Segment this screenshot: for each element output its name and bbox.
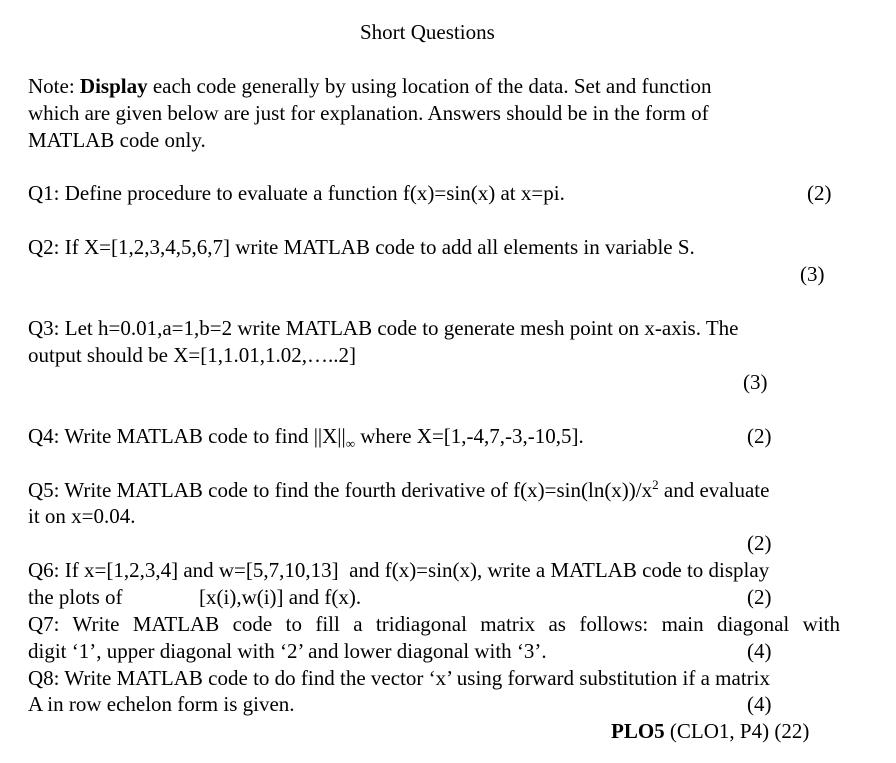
q3: Q3: Let h=0.01,a=1,b=2 write MATLAB code to generate mesh point on x-axis. The — [28, 316, 739, 340]
q4: Q4: Write MATLAB code to find $||X||_\infty$ where X=[1,-4,7,-3,-10,5]. — [28, 424, 584, 452]
note-bold: Display — [79, 74, 148, 98]
q8-line-2: A in row echelon form is given. — [28, 692, 295, 716]
note-line-1: Note: Display each code generally by using location of the data. Set and function — [28, 74, 712, 98]
page-title: Short Questions — [360, 20, 495, 44]
q2: Q2: If X=[1,2,3,4,5,6,7] write MATLAB code to add all elements in variable S. — [28, 235, 695, 259]
q6-marks: (2) — [747, 585, 772, 609]
q5-marks: (2) — [747, 531, 772, 555]
note-line-3: MATLAB code only. — [28, 128, 206, 152]
q1: Q1: Define procedure to evaluate a function f(x)=sin(x) at x=pi. — [28, 181, 565, 205]
q6-line-2a: the plots of — [28, 585, 123, 609]
q3-marks: (3) — [743, 370, 768, 394]
q2-marks: (3) — [800, 262, 825, 286]
q8-marks: (4) — [747, 692, 772, 716]
q5: Q5: Write MATLAB code to find the fourth derivative of $f(x)=\sin(\ln(x))/x^2$ and evaluate — [28, 477, 770, 502]
q6: Q6: If x=[1,2,3,4] and w=[5,7,10,13] and f(x)=sin(x), write a MATLAB code to display — [28, 558, 770, 582]
footer-plo: PLO5 (CLO1, P4) (22) — [611, 719, 810, 743]
q7-line-2: digit ‘1’, upper diagonal with ‘2’ and lower diagonal with ‘3’. — [28, 639, 547, 663]
q6-line-2b: [x(i),w(i)] and f(x). — [199, 585, 362, 609]
q3-line-2: output should be X=[1,1.01,1.02,…..2] — [28, 343, 356, 367]
q1-marks: (2) — [807, 181, 832, 205]
note-line-2: which are given below are just for explanation. Answers should be in the form of — [28, 101, 709, 125]
q8: Q8: Write MATLAB code to do find the vector ‘x’ using forward substitution if a matrix — [28, 666, 770, 690]
q7: Q7: Write MATLAB code to fill a tridiagonal matrix as follows: main diagonal with — [28, 612, 840, 636]
q4-marks: (2) — [747, 424, 772, 448]
q7-marks: (4) — [747, 639, 772, 663]
q5-line-2: it on x=0.04. — [28, 504, 136, 528]
